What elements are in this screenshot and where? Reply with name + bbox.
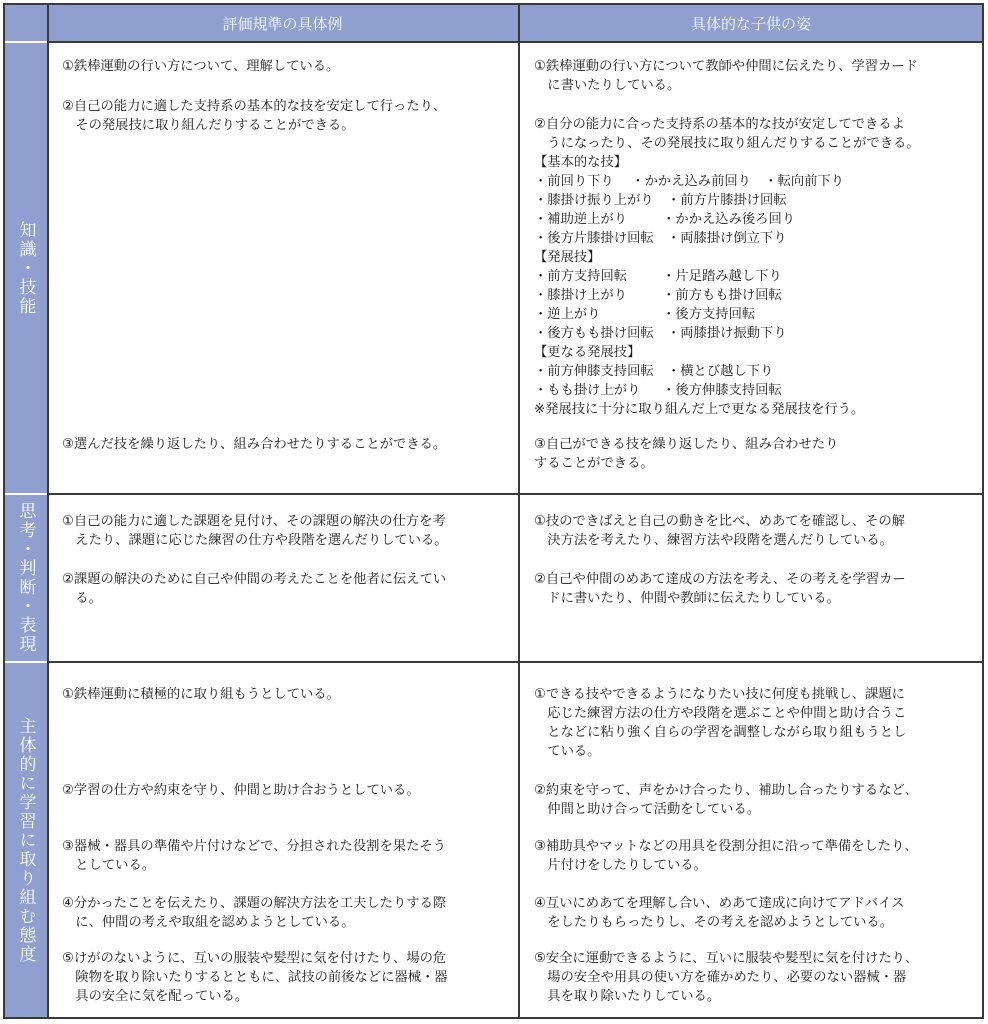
knowledge-criterion-2: ②自己の能力に適した支持系の基本的な技を安定して行ったり、 その発展技に取り組んだりすることができる。 — [62, 99, 447, 133]
divider-header — [47, 41, 982, 43]
side-gap-1 — [5, 493, 47, 495]
thinking-criterion-2: ②課題の解決のために自己や仲間の考えたことを他者に伝えてい る。 — [62, 572, 447, 606]
attitude-behavior-2: ②約束を守って、声をかけ合ったり、補助し合ったりするなど、 仲間と助け合って活動をしている。 — [534, 783, 918, 817]
divider-row2 — [47, 661, 982, 663]
knowledge-criterion-3: ③選んだ技を繰り返したり、組み合わせたりすることができる。 — [62, 437, 447, 452]
attitude-behavior-5: ⑤安全に運動できるように、互いに服装や髪型に気を付けたり、 場の安全や用具の使い方を確かめたり、必要のない器械・器 具を取り除いたりしている。 — [534, 951, 919, 1004]
developed-skills-heading: 【発展技】 — [534, 250, 601, 265]
knowledge-behavior-1: ①鉄棒運動の行い方について教師や仲間に伝えたり、学習カード に書いたりしている。 — [534, 59, 918, 93]
header-criteria: 評価規準の具体例 — [47, 5, 518, 41]
header-corner — [5, 5, 47, 41]
section-label-knowledge: 知識・技能 — [5, 43, 47, 493]
developed-skills-list: ・前方支持回転 ・片足踏み越し下り ・膝掛け上がり ・前方もも掛け回転 ・逆上がり ・後方支持回転 ・後方もも掛け回転 ・両膝掛け振動下り — [534, 269, 787, 341]
knowledge-behavior-2: ②自分の能力に合った支持系の基本的な技が安定してできるよ うになったり、その発展技に取り組んだりすることができる。 — [534, 117, 920, 151]
divider-row1 — [47, 493, 982, 495]
divider-middle — [518, 5, 520, 1017]
attitude-behavior-3: ③補助具やマットなどの用具を役割分担に沿って準備をしたり、 片付けをしたりしている。 — [534, 839, 918, 873]
section-label-thinking: 思考・判断・表現 — [5, 495, 47, 661]
evaluation-table — [3, 3, 984, 1019]
attitude-criterion-5: ⑤けがのないように、互いの服装や髪型に気を付けたり、場の危 険物を取り除いたりするとともに、試技の前後などに器械・器 具の安全に気を配っている。 — [62, 951, 448, 1004]
attitude-criterion-1: ①鉄棒運動に積極的に取り組もうとしている。 — [62, 687, 340, 702]
attitude-behavior-1: ①できる技やできるようになりたい技に何度も挑戦し、課題に 応じた練習方法の仕方や段階を選ぶことや仲間と助け合うこ となどに粘り強く自らの学習を調整しながら取り組もうとし ている。 — [534, 687, 907, 759]
basic-skills-list: ・前回り下り ・かかえ込み前回り ・転向前下り ・膝掛け振り上がり ・前方片膝掛け回転 ・補助逆上がり ・かかえ込み後ろ回り ・後方片膝掛け回転 ・両膝掛け倒立下り — [534, 174, 845, 246]
thinking-behavior-2: ②自己や仲間のめあて達成の方法を考え、その考えを学習カー ドに書いたり、仲間や教師に伝えたりしている。 — [534, 572, 906, 606]
thinking-criterion-1: ①自己の能力に適した課題を見付け、その課題の解決の仕方を考 えたり、課題に応じた練習の仕方や段階を選んだりしている。 — [62, 514, 448, 548]
knowledge-behavior-3: ③自己ができる技を繰り返したり、組み合わせたり することができる。 — [534, 437, 839, 471]
divider-left — [47, 5, 49, 1017]
attitude-criterion-3: ③器械・器具の準備や片付けなどで、分担された役割を果たそう としている。 — [62, 839, 446, 873]
further-skills-note: ※発展技に十分に取り組んだ上で更なる発展技を行う。 — [534, 402, 865, 417]
further-skills-list: ・前方伸膝支持回転 ・横とび越し下り ・もも掛け上がり ・後方伸膝支持回転 — [534, 364, 782, 398]
attitude-criterion-4: ④分かったことを伝えたり、課題の解決方法を工夫したりする際 に、仲間の考えや取組を認めようとしている。 — [62, 896, 447, 930]
basic-skills-heading: 【基本的な技】 — [534, 155, 628, 170]
attitude-behavior-4: ④互いにめあてを理解し合い、めあて達成に向けてアドバイス をしたりもらったりし、その考えを認めようとしている。 — [534, 896, 905, 930]
further-skills-heading: 【更なる発展技】 — [534, 345, 641, 360]
thinking-behavior-1: ①技のできばえと自己の動きを比べ、めあてを確認し、その解 決方法を考えたり、練習方法や段階を選んだりしている。 — [534, 514, 905, 548]
knowledge-criterion-1: ①鉄棒運動の行い方について、理解している。 — [62, 59, 340, 74]
section-label-attitude: 主体的に学習に取り組む態度 — [5, 663, 47, 1017]
header-behaviors: 具体的な子供の姿 — [520, 5, 982, 41]
side-gap-2 — [5, 661, 47, 663]
attitude-criterion-2: ②学習の仕方や約束を守り、仲間と助け合おうとしている。 — [62, 783, 420, 798]
